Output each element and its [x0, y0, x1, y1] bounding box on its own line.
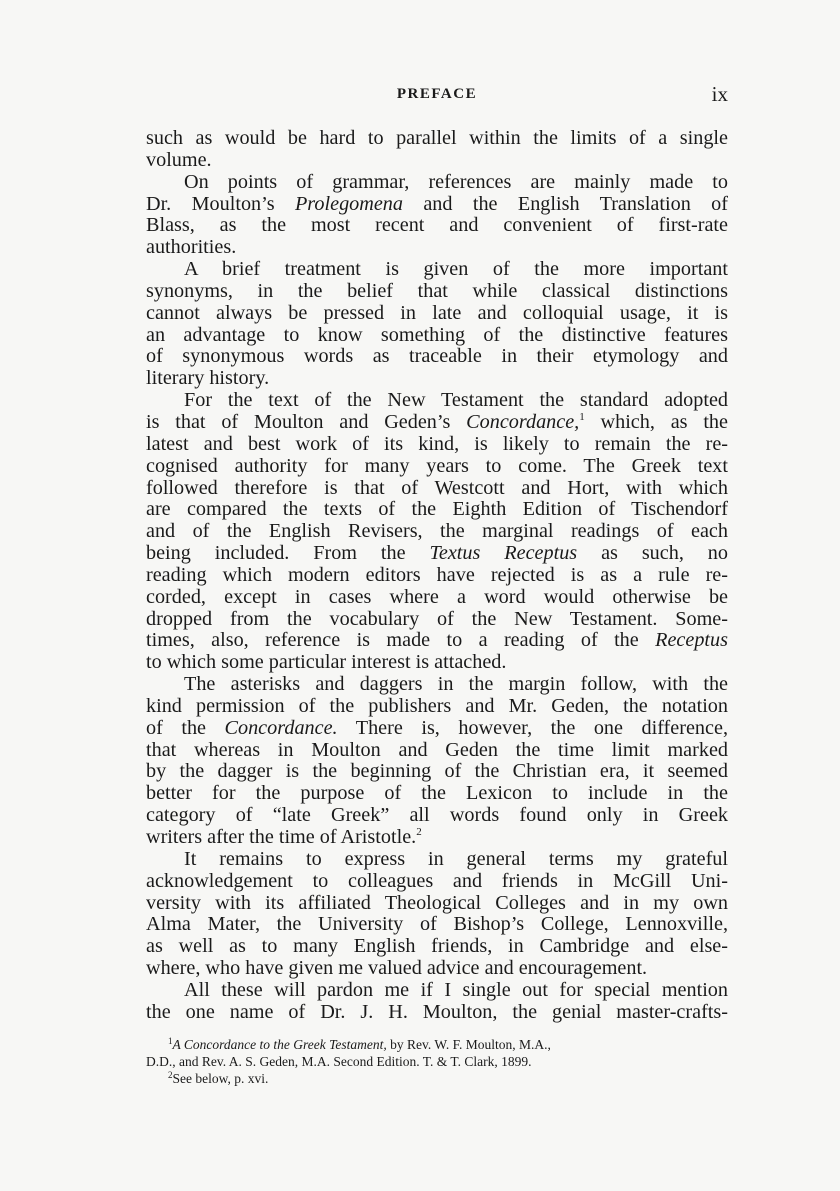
- text-line: an advantage to know something of the distinctive features: [146, 323, 728, 346]
- text-line: to which some particular interest is attached.: [146, 651, 507, 674]
- footnote-text: by Rev. W. F. Moulton, M.A.,: [386, 1037, 551, 1052]
- text-line: authorities.: [146, 236, 237, 259]
- text-line: latest and best work of its kind, is likely to remain the re-: [146, 432, 728, 455]
- text-line: where, who have given me valued advice and encouragement.: [146, 957, 648, 980]
- text-line: versity with its affiliated Theological Colleges and in my own: [146, 891, 728, 914]
- text-line: corded, except in cases where a word would otherwise be: [146, 585, 728, 608]
- footnote-marker: 1: [168, 1036, 173, 1046]
- paragraph: [146, 980, 728, 1024]
- italic-text: Prolegomena: [294, 192, 403, 215]
- text-line: dropped from the vocabulary of the New Testament. Some-: [146, 607, 728, 630]
- text-line: such as would be hard to parallel within the limits of a single: [146, 127, 728, 149]
- text-line: literary history.: [146, 367, 270, 390]
- text-line: A brief treatment is given of the more important: [184, 258, 728, 281]
- footnote-ref: 1: [579, 410, 585, 423]
- text-line: followed therefore is that of Westcott and Hort, with which: [146, 476, 728, 499]
- text-line: times, also, reference is made to a reading of the Receptus: [146, 629, 728, 652]
- running-title: PREFACE: [396, 86, 478, 102]
- text-line: of the Concordance. There is, however, the one difference,: [146, 716, 728, 739]
- footnote-marker: 2: [168, 1070, 173, 1080]
- text-line: reading which modern editors have rejected is as a rule re-: [146, 563, 728, 586]
- text-line: the one name of Dr. J. H. Moulton, the genial master-crafts-: [146, 1000, 728, 1023]
- footnotes: [146, 1036, 728, 1087]
- paragraph: [146, 128, 728, 172]
- paragraph: [146, 259, 728, 390]
- text-line: It remains to express in general terms my grateful: [184, 847, 728, 870]
- page-header: [146, 82, 728, 112]
- footnote-text: See below, p. xvi.: [172, 1071, 269, 1086]
- paragraph: [146, 390, 728, 674]
- body-text: [146, 128, 728, 1024]
- text-line: and of the English Revisers, the marginal readings of each: [146, 520, 728, 543]
- text-line: volume.: [146, 148, 212, 171]
- text-line: writers after the time of Aristotle.$^2$: [146, 826, 422, 848]
- italic-text: Textus Receptus: [429, 542, 578, 565]
- text-line: The asterisks and daggers in the margin follow, with the: [184, 673, 728, 696]
- text-line: category of “late Greek” all words found only in Greek: [146, 804, 728, 827]
- paragraph: [146, 849, 728, 980]
- text-line: cognised authority for many years to come. The Greek text: [146, 454, 728, 477]
- text-line: better for the purpose of the Lexicon to include in the: [146, 782, 728, 805]
- italic-text: Receptus: [655, 629, 728, 652]
- text-line: synonyms, in the belief that while classical distinctions: [146, 279, 728, 302]
- footnote-2: [146, 1070, 728, 1087]
- text-line: being included. From the Textus Receptus as such, no: [146, 542, 728, 565]
- text-line: of synonymous words as traceable in their etymology and: [146, 345, 728, 368]
- text-line: that whereas in Moulton and Geden the time limit marked: [146, 738, 728, 761]
- paragraph: [146, 674, 728, 849]
- footnote-ref: 2: [416, 826, 422, 838]
- footnote-continuation: D.D., and Rev. A. S. Geden, M.A. Second Edition. T. & T. Clark, 1899.: [146, 1054, 532, 1069]
- text-line: Alma Mater, the University of Bishop’s College, Lennoxville,: [146, 913, 728, 936]
- text-line: by the dagger is the beginning of the Christian era, it seemed: [146, 760, 728, 783]
- text-line: Blass, as the most recent and convenient of first-rate: [146, 214, 728, 237]
- text-line: are compared the texts of the Eighth Edition of Tischendorf: [146, 498, 728, 521]
- text-line: All these will pardon me if I single out for special mention: [184, 978, 728, 1001]
- text-line: is that of Moulton and Geden’s Concordance,$^1$ which, as the: [146, 410, 728, 433]
- footnote-title: A Concordance to the Greek Testament,: [172, 1037, 387, 1052]
- text-line: as well as to many English friends, in Cambridge and else-: [146, 935, 728, 958]
- text-line: cannot always be pressed in late and colloquial usage, it is: [146, 301, 728, 324]
- footnote-1: [146, 1036, 728, 1070]
- text-line: On points of grammar, references are mainly made to: [184, 170, 728, 193]
- text-line: kind permission of the publishers and Mr. Geden, the notation: [146, 694, 728, 717]
- page-number: ix: [711, 82, 728, 106]
- text-line: Dr. Moulton’s Prolegomena and the English Translation of: [146, 192, 728, 215]
- text-line: For the text of the New Testament the standard adopted: [184, 389, 728, 412]
- text-line: acknowledgement to colleagues and friends in McGill Uni-: [146, 869, 728, 892]
- italic-text: Concordance.: [224, 716, 338, 739]
- italic-text: Concordance,: [466, 410, 580, 433]
- paragraph: [146, 172, 728, 259]
